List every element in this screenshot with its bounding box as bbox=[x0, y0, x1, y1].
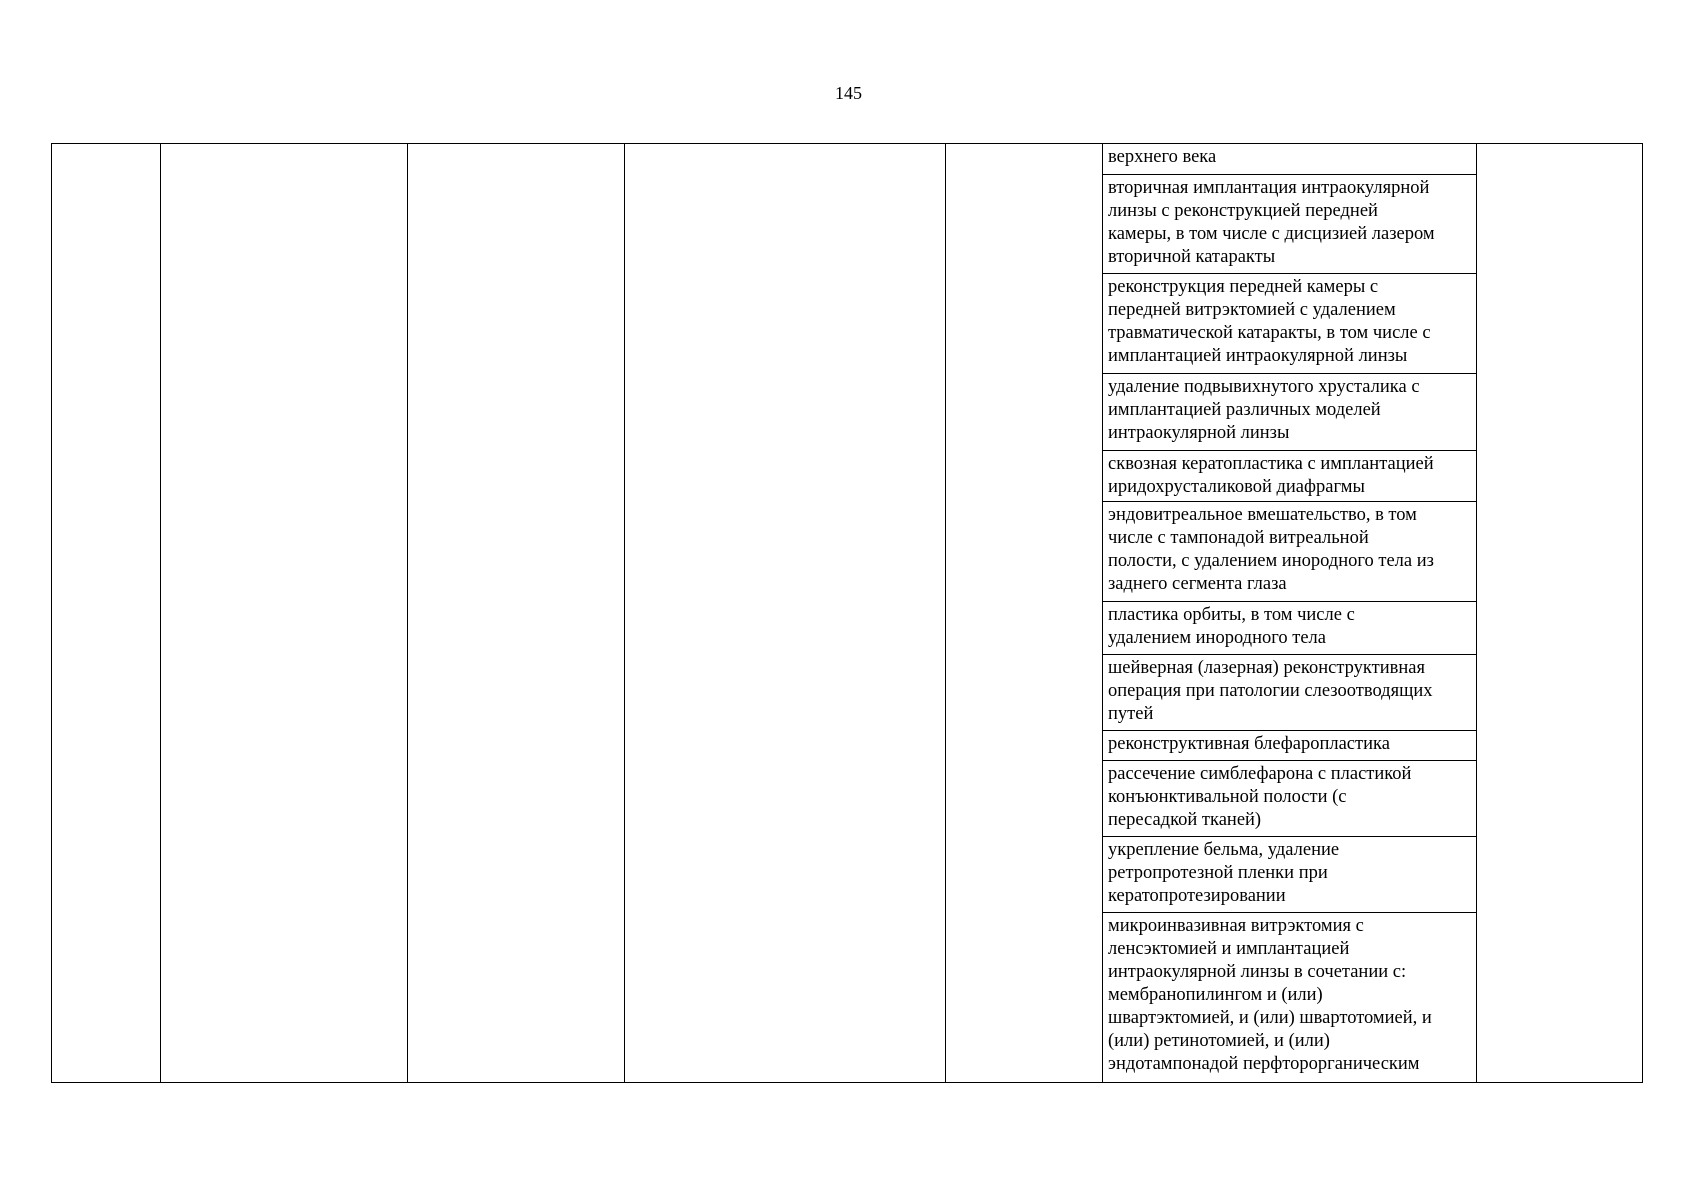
method-cell: вторичная имплантация интраокулярной линзы с реконструкцией передней камеры, в том числе с дисцизией лазером вторичной катаракты bbox=[1102, 175, 1476, 274]
method-cell: пластика орбиты, в том числе с удалением инородного тела bbox=[1102, 602, 1476, 655]
method-cell: удаление подвывихнутого хрусталика с имплантацией различных моделей интраокулярной линзы bbox=[1102, 374, 1476, 451]
page-number: 145 bbox=[835, 83, 862, 103]
method-cell: эндовитреальное вмешательство, в том числе с тампонадой витреальной полости, с удалением инородного тела из заднего сегмента глаза bbox=[1102, 502, 1476, 602]
table-cell-col-2 bbox=[160, 144, 407, 1082]
column-divider bbox=[407, 144, 408, 1082]
table-cell-col-7 bbox=[1476, 144, 1642, 1082]
method-cell: верхнего века bbox=[1102, 144, 1476, 175]
method-cell: шейверная (лазерная) реконструктивная операция при патологии слезоотводящих путей bbox=[1102, 655, 1476, 731]
procedure-table bbox=[51, 143, 1643, 1083]
column-divider bbox=[945, 144, 946, 1082]
table-cell-col-3 bbox=[407, 144, 624, 1082]
column-divider bbox=[1476, 144, 1477, 1082]
method-cell: реконструкция передней камеры с передней витрэктомией с удалением травматической катаракты, в том числе с имплантацией интраокулярной линзы bbox=[1102, 274, 1476, 374]
method-cell: реконструктивная блефаропластика bbox=[1102, 731, 1476, 761]
method-cell: укрепление бельма, удаление ретропротезной пленки при кератопротезировании bbox=[1102, 837, 1476, 913]
table-cell-col-1 bbox=[52, 144, 160, 1082]
column-divider bbox=[160, 144, 161, 1082]
table-cell-col-4 bbox=[624, 144, 945, 1082]
table-cell-col-5 bbox=[945, 144, 1102, 1082]
treatment-methods-column bbox=[1102, 144, 1476, 1082]
method-cell: сквозная кератопластика с имплантацией иридохрусталиковой диафрагмы bbox=[1102, 451, 1476, 502]
column-divider bbox=[624, 144, 625, 1082]
method-cell: рассечение симблефарона с пластикой конъюнктивальной полости (с пересадкой тканей) bbox=[1102, 761, 1476, 837]
method-cell: микроинвазивная витрэктомия с ленсэктомией и имплантацией интраокулярной линзы в сочетании с: мембранопилингом и (или) швартэктомией, и (или) швартотомией, и (или) ретинотомией, и (или) эндотампонадой перфторорганическим bbox=[1108, 916, 1432, 1074]
